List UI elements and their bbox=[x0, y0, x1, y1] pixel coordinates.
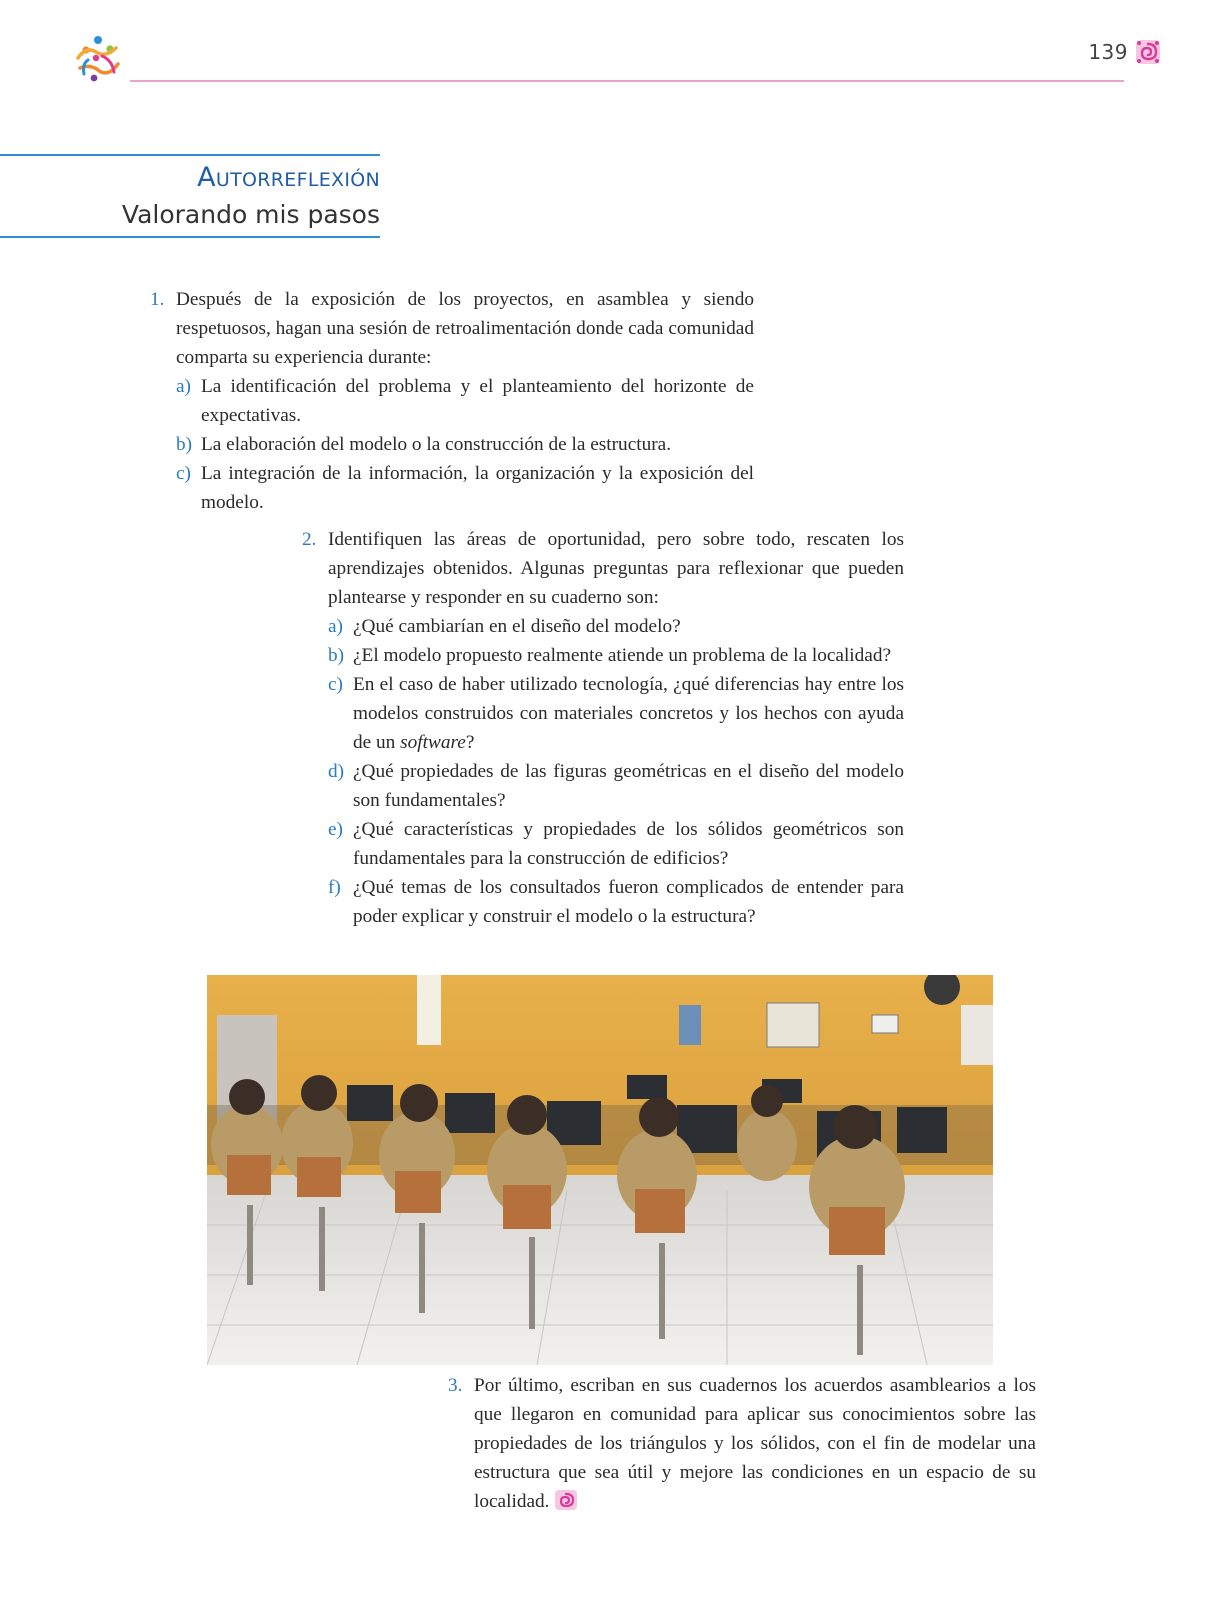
question-number: 3. bbox=[448, 1375, 463, 1396]
heading-rule-bottom bbox=[0, 236, 380, 238]
question-number: 1. bbox=[150, 289, 165, 310]
item-letter: b) bbox=[176, 434, 193, 455]
spiral-ornament-icon bbox=[1134, 38, 1162, 66]
list-item-text: En el caso de haber utilizado tecnología, ¿qué diferencias hay entre los modelos construidos con materiales concretos y los hechos con ayuda de un bbox=[353, 674, 904, 753]
question-text: Después de la exposición de los proyectos, en asamblea y siendo respetuosos, hagan una sesión de retroalimentación donde cada comunidad comparta su experiencia durante: bbox=[176, 289, 754, 368]
item-letter: d) bbox=[328, 761, 345, 782]
item-letter: a) bbox=[176, 376, 191, 397]
list-item: ¿Qué propiedades de las figuras geométricas en el diseño del modelo son fundamentales? bbox=[353, 761, 904, 811]
emphasized-term: software bbox=[400, 732, 466, 753]
list-item: La elaboración del modelo o la construcción de la estructura. bbox=[201, 434, 672, 455]
question-number: 2. bbox=[302, 529, 317, 550]
header-rule bbox=[130, 80, 1124, 82]
list-item: La identificación del problema y el planteamiento del horizonte de expectativas. bbox=[201, 376, 754, 426]
list-item: ¿Qué características y propiedades de los sólidos geométricos son fundamentales para la construcción de edificios? bbox=[353, 819, 904, 869]
classroom-photo bbox=[207, 975, 993, 1365]
question-text: Identifiquen las áreas de oportunidad, pero sobre todo, rescaten los aprendizajes obtenidos. Algunas preguntas para reflexionar que pueden plantearse y responder en su cuaderno son: bbox=[328, 529, 904, 608]
question-text: Por último, escriban en sus cuadernos los acuerdos asamblearios a los que llegaron en comunidad para aplicar sus conocimientos sobre las propiedades de los triángulos y los sólidos, con el fin de modelar una estructura que sea útil y mejore las condiciones en un espacio de su localidad. bbox=[474, 1375, 1036, 1512]
page-number: 139 bbox=[1088, 40, 1128, 64]
list-item: ¿Qué temas de los consultados fueron complicados de entender para poder explicar y construir el modelo o la estructura? bbox=[353, 877, 904, 927]
item-letter: c) bbox=[176, 463, 191, 484]
item-letter: f) bbox=[328, 877, 341, 898]
question-3 bbox=[448, 1371, 1036, 1520]
question-1 bbox=[150, 285, 754, 517]
question-2 bbox=[302, 525, 904, 931]
list-item: ¿El modelo propuesto realmente atiende un problema de la localidad? bbox=[353, 645, 892, 666]
item-letter: e) bbox=[328, 819, 343, 840]
list-item: La integración de la información, la organización y la exposición del modelo. bbox=[201, 463, 754, 513]
section-title: Autorreflexión bbox=[197, 162, 380, 193]
list-item-text-end: ? bbox=[465, 732, 475, 753]
spiral-end-icon bbox=[554, 1489, 578, 1520]
heading-rule-top bbox=[0, 154, 380, 156]
item-letter: c) bbox=[328, 674, 343, 695]
item-letter: a) bbox=[328, 616, 343, 637]
logo-icon bbox=[72, 34, 124, 84]
section-subtitle: Valorando mis pasos bbox=[121, 200, 380, 229]
item-letter: b) bbox=[328, 645, 345, 666]
list-item: ¿Qué cambiarían en el diseño del modelo? bbox=[353, 616, 681, 637]
